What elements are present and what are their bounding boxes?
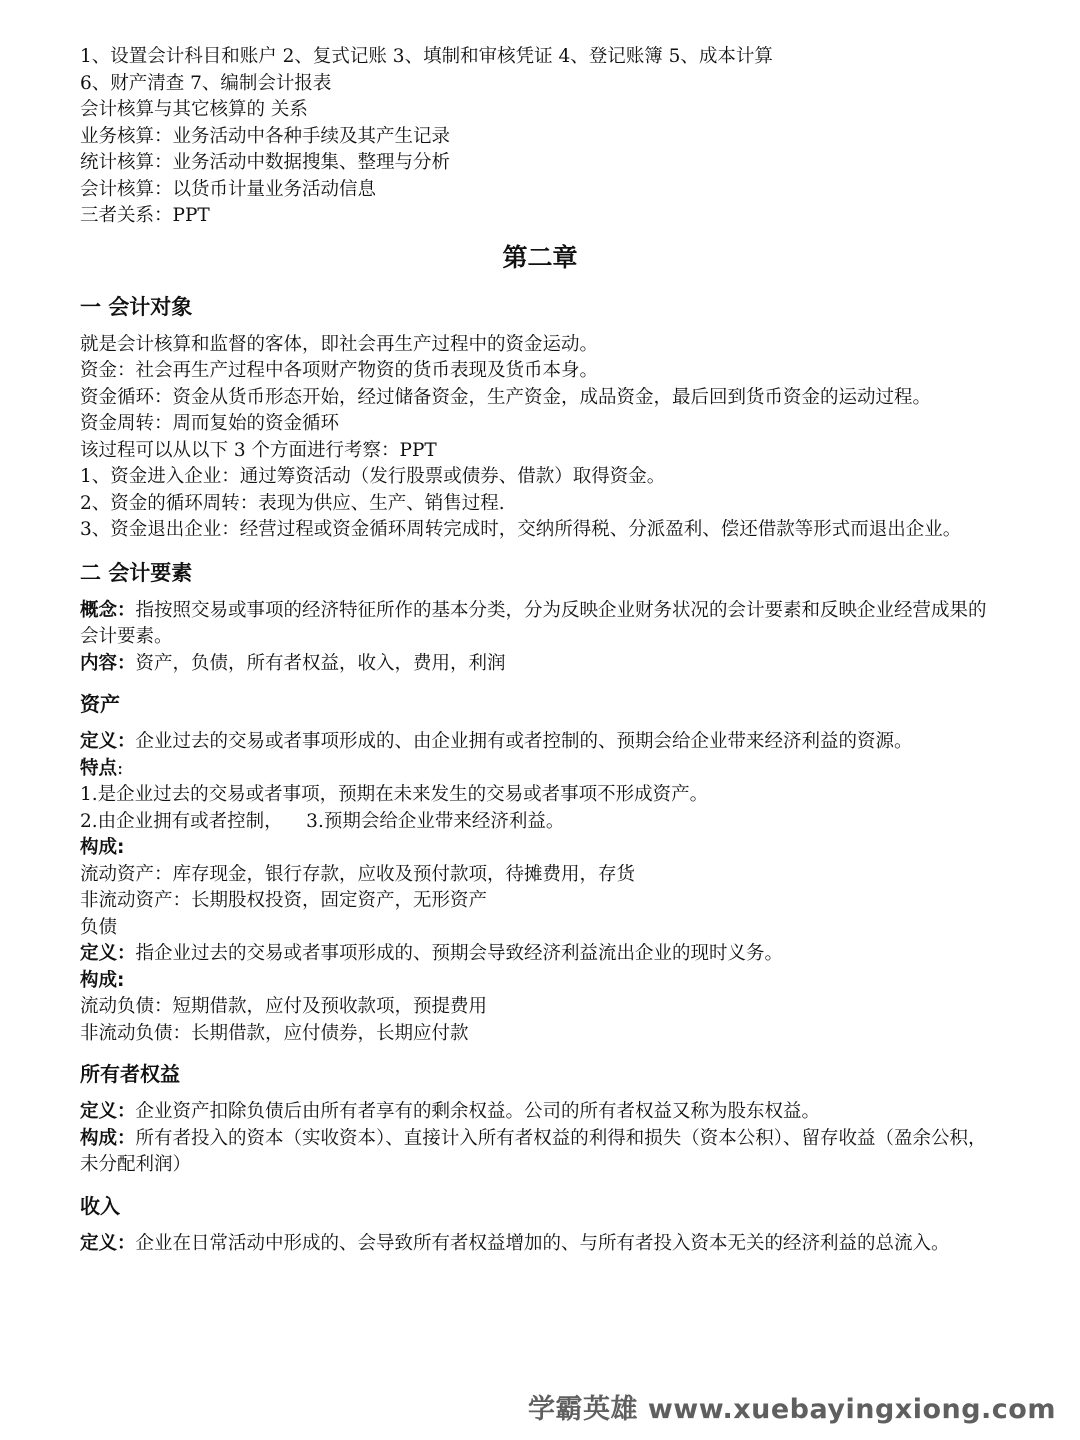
section1-line: 资金：社会再生产过程中各项财产物资的货币表现及货币本身。 [80,360,599,381]
assets-composition-heading [80,835,1000,862]
features-label: 特点 [80,757,118,779]
section1-line: 就是会计核算和监督的客体，即社会再生产过程中的资金运动。 [80,333,599,355]
composition-label: 构成: [80,837,125,858]
business-accounting-line: 业务核算：业务活动中各种手续及其产生记录 [80,125,451,147]
site-watermark: 学霸英雄 www.xuebayingxiong.com [527,1394,1056,1425]
accounting-steps-line-2: 6、财产清查 7、编制会计报表 [80,72,332,94]
current-assets-line: 流动资产：库存现金，银行存款，应收及预付款项，待摊费用，存货 [80,863,636,885]
section-accounting-object-title: 一 会计对象 [80,294,193,319]
concept-text: 指按照交易或事项的经济特征所作的基本分类，分为反映企业财务状况的会计要素和反映企业经营成果的会计要素。 [80,599,987,647]
assets-feature-2: 2.由企业拥有或者控制， 3.预期会给企业带来经济利益。 [80,810,565,832]
definition-label: 定义： [80,731,136,752]
accounting-steps-line-1: 1、设置会计科目和账户 2、复式记账 3、填制和审核凭证 4、登记账簿 5、成本计算 [80,46,773,67]
definition-text: 企业过去的交易或者事项形成的、由企业拥有或者控制的、预期会给企业带来经济利益的资源。 [135,731,913,752]
concept-paragraph [80,598,1000,651]
assets-features-heading [80,756,1000,783]
definition-text: 企业资产扣除负债后由所有者享有的剩余权益。公司的所有者权益又称为股东权益。 [135,1101,821,1122]
assets-feature-1: 1.是企业过去的交易或者事项，预期在未来发生的交易或者事项不形成资产。 [80,784,709,805]
section-accounting-elements-title: 二 会计要素 [80,560,193,585]
chapter-title: 第二章 [502,242,578,272]
financial-accounting-line: 会计核算：以货币计量业务活动信息 [80,178,377,200]
section1-line: 1、资金进入企业：通过筹资活动（发行股票或债券、借款）取得资金。 [80,466,666,487]
statistics-accounting-line: 统计核算：业务活动中数据搜集、整理与分析 [80,152,451,173]
definition-label: 定义： [80,1232,136,1254]
content-label: 内容： [80,652,136,674]
equity-composition [80,1126,1000,1179]
liabilities-title: 负债 [80,916,118,938]
noncurrent-assets-line: 非流动资产：长期股权投资，固定资产，无形资产 [80,890,488,911]
assets-title: 资产 [80,692,120,716]
assets-definition [80,729,1000,756]
section1-line: 资金循环：资金从货币形态开始，经过储备资金，生产资金，成品资金，最后回到货币资金的运动过程。 [80,386,932,408]
definition-text: 企业在日常活动中形成的、会导致所有者权益增加的、与所有者投入资本无关的经济利益的总流入。 [135,1232,950,1254]
current-liabilities-line: 流动负债：短期借款，应付及预收款项，预提费用 [80,996,488,1017]
definition-text: 指企业过去的交易或者事项形成的、预期会导致经济利益流出企业的现时义务。 [135,943,784,964]
equity-title: 所有者权益 [80,1062,180,1086]
definition-label: 定义： [80,1101,136,1122]
liabilities-composition-heading [80,968,1000,995]
relation-title: 会计核算与其它核算的 关系 [80,99,308,120]
composition-label: 构成： [80,1127,136,1149]
content-paragraph [80,651,1000,678]
section1-line: 资金周转：周而复始的资金循环 [80,413,340,434]
noncurrent-liabilities-line: 非流动负债：长期借款，应付债券，长期应付款 [80,1022,469,1044]
content-text: 资产，负债，所有者权益，收入，费用，利润 [135,652,506,674]
section1-line: 2、资金的循环周转：表现为供应、生产、销售过程. [80,492,505,514]
document-page [80,44,1000,1257]
features-colon: : [117,757,124,779]
definition-label: 定义： [80,943,136,964]
revenue-title: 收入 [80,1193,120,1218]
section1-line: 该过程可以从以下 3 个方面进行考察：PPT [80,439,437,461]
equity-definition [80,1099,1000,1126]
composition-label: 构成: [80,969,125,991]
section1-line: 3、资金退出企业：经营过程或资金循环周转完成时，交纳所得税、分派盈利、偿还借款等形式而退出企业。 [80,519,962,540]
composition-text: 所有者投入的资本（实收资本）、直接计入所有者权益的利得和损失（资本公积）、留存收益（盈余公积，未分配利润） [80,1127,987,1175]
revenue-definition [80,1231,1000,1258]
concept-label: 概念： [80,599,136,621]
liabilities-definition [80,941,1000,968]
three-relation-line: 三者关系：PPT [80,205,210,226]
